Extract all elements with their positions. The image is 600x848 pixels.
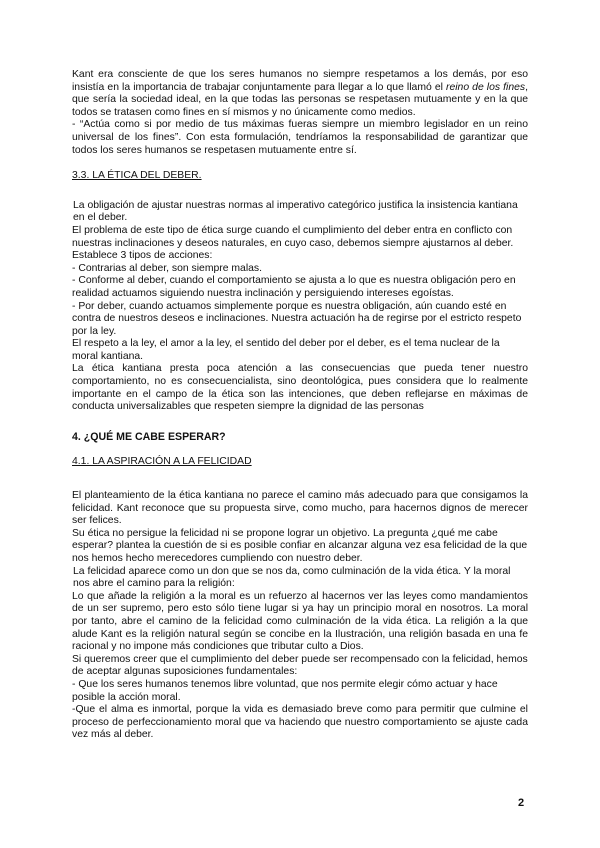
paragraph: El respeto a la ley, el amor a la ley, el sentido del deber por el deber, es el tema nuclear de la moral kantiana. bbox=[72, 338, 500, 362]
list-item: - Por deber, cuando actuamos simplemente porque es nuestra obligación, aún cuando esté en contra de nuestros deseos e inclinaciones. Nuestra actuación ha de regirse por el estricto respeto por la ley. bbox=[72, 300, 522, 337]
section-heading-4-1: 4.1. LA ASPIRACIÓN A LA FELICIDAD bbox=[72, 456, 252, 468]
page-number: 2 bbox=[518, 797, 525, 809]
paragraph: La ética kantiana presta poca atención a las consecuencias que pueda tener nuestro comportamiento, no es consecuencialista, sino deontológica, pues considera que lo realmente importante en el campo de la ética son las intenciones, que deben reflejarse en máximas de conducta universalizables que respeten siempre la dignidad de las personas bbox=[72, 363, 528, 413]
paragraph: La obligación de ajustar nuestras normas al imperativo categórico justifica la insistencia kantiana en el deber. bbox=[73, 199, 518, 224]
text-run: Kant era consciente de que los seres humanos no siempre respetamos a los demás, por eso insistía en la importancia de trabajar conjuntamente para llegar a lo que llamó el bbox=[72, 69, 528, 93]
paragraph: Si queremos creer que el cumplimiento del deber puede ser recompensado con la felicidad, hemos de aceptar algunas suposiciones fundamentales: bbox=[72, 653, 528, 678]
paragraph: El planteamiento de la ética kantiana no parece el camino más adecuado para que consigamos la felicidad. Kant reconoce que su propuesta sirve, como mucho, para hacernos dignos de merecer ser felices. bbox=[72, 490, 528, 527]
paragraph: Su ética no persigue la felicidad ni se propone lograr un objetivo. La pregunta ¿qué me cabe esperar? plantea la cuestión de si es posible confiar en alcanzar alguna vez esa felicidad de la que nos hemos hecho merecedores cumpliendo con nuestro deber. bbox=[72, 527, 528, 564]
document-page bbox=[72, 69, 528, 742]
list-item: - Que los seres humanos tenemos libre voluntad, que nos permite elegir cómo actuar y hace posible la acción moral. bbox=[72, 678, 498, 703]
paragraph: El problema de este tipo de ética surge cuando el cumplimiento del deber entra en conflicto con nuestras inclinaciones y deseos naturales, en cuyo caso, debemos siempre ajustarnos al deber. Establece 3 tipos de acciones: bbox=[72, 224, 514, 262]
section-heading-3-3: 3.3. LA ÉTICA DEL DEBER. bbox=[72, 170, 202, 182]
list-item: - Contrarias al deber, son siempre malas. bbox=[72, 262, 262, 274]
emphasis-reino-de-los-fines: reino de los fines bbox=[446, 81, 526, 93]
paragraph-formulation: - “Actúa como si por medio de tus máximas fueras siempre un miembro legislador en un reino universal de los fines”. Con esta formulación, tendríamos la responsabilidad de garantizar que todos los seres humanos se respetasen mutuamente entre sí. bbox=[72, 119, 528, 156]
paragraph: Lo que añade la religión a la moral es un refuerzo al hacernos ver las leyes como mandamientos de un ser supremo, pero esto sólo tiene lugar si ya hay un principio moral en nosotros. La moral por tanto, abre el camino de la felicidad como culminación de la vida ética. La religión a la que alude Kant es la religión natural según se concibe en la Ilustración, una religión basada en una fe racional y no impone más condiciones que tributar culto a Dios. bbox=[72, 590, 528, 653]
paragraph-reino-de-los-fines bbox=[72, 69, 528, 119]
paragraph: La felicidad aparece como un don que se nos da, como culminación de la vida ética. Y la moral nos abre el camino para la religión: bbox=[73, 565, 511, 590]
list-item: - Conforme al deber, cuando el comportamiento se ajusta a lo que es nuestra obligación pero en realidad actuamos siguiendo nuestra inclinación y persiguiendo intereses egoístas. bbox=[72, 275, 516, 299]
section-heading-4: 4. ¿QUÉ ME CABE ESPERAR? bbox=[72, 430, 226, 443]
text-run: , que sería la sociedad ideal, en la que todas las personas se respetasen mutuamente y en la que todos se tratasen como fines en sí mismos y no únicamente como medios. bbox=[72, 81, 529, 118]
list-item: -Que el alma es inmortal, porque la vida es demasiado breve como para permitir que culmine el proceso de perfeccionamiento moral que va haciendo que nuestro comportamiento se ajuste cada vez más al deber. bbox=[72, 704, 528, 741]
